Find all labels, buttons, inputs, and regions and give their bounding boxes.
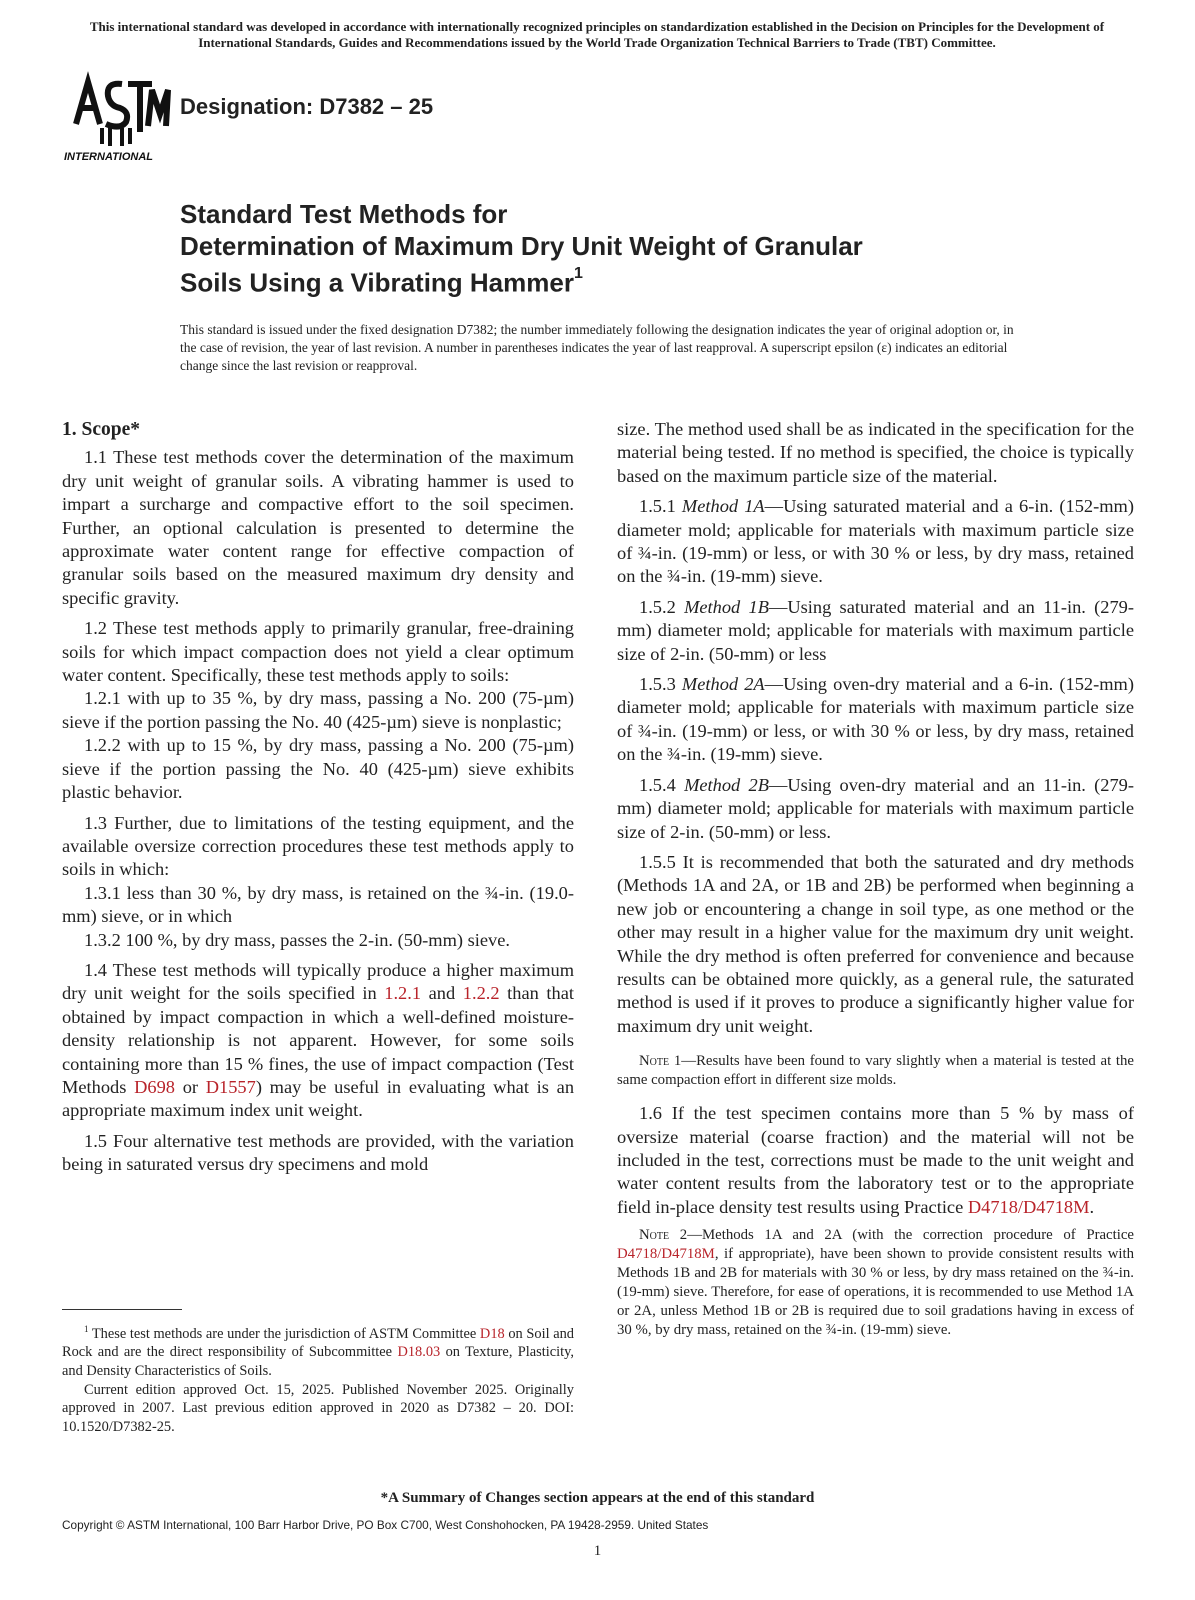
text-span: . (1089, 1196, 1095, 1217)
text-span: —Using saturated material and an 11-in. (279-mm) diameter mold; applicable for materials with maximum particle size of 2-in. (50-mm) or less (617, 596, 1134, 664)
paragraph-1-5-3 (617, 673, 1134, 767)
link-1-2-2[interactable]: 1.2.2 (462, 983, 500, 1004)
paragraph-1-6 (617, 1102, 1134, 1219)
note-label: Note 2 (639, 1227, 688, 1244)
paragraph-1-5-1 (617, 495, 1134, 589)
text-span: —Using saturated material and a 6-in. (152-mm) diameter mold; applicable for materials with maximum particle size of ¾-in. (19-mm) or less, or with 30 % or less, by dry mass, retained on the ¾-in. (19-mm) sieve. (617, 496, 1134, 587)
wto-notice: This international standard was developed in accordance with internationally recognized principles on standardization established in the Decision on Principles for the Development of International Standards, Guides and Recommendations issued by the World Trade Organization Technical Barriers to Trade (TBT) Committee. (89, 19, 1105, 50)
footnote-rule (62, 1309, 182, 1310)
paragraph-1-5-continued: size. The method used shall be as indicated in the specification for the material being tested. If no method is specified, the choice is typically based on the maximum particle size of the material. (617, 419, 1134, 486)
paragraph-1-3: 1.3 Further, due to limitations of the testing equipment, and the available oversize correction procedures these test methods apply to soils in which: (62, 812, 574, 880)
link-d4718-note[interactable]: D4718/D4718M (617, 1246, 715, 1263)
summary-of-changes-note: *A Summary of Changes section appears at the end of this standard (380, 1490, 815, 1506)
copyright: Copyright © ASTM International, 100 Barr Harbor Drive, PO Box C700, West Conshohocken, PA 19428-2959. United States (62, 1518, 709, 1532)
note-2 (617, 1226, 1134, 1340)
designation: Designation: D7382 – 25 (180, 94, 434, 119)
paragraph-1-5: 1.5 Four alternative test methods are provided, with the variation being in saturated versus dry specimens and mold (62, 1130, 574, 1175)
method-label: Method 1B (684, 596, 769, 617)
section-heading-scope: 1. Scope* (62, 419, 140, 440)
title-line-3 (180, 262, 1000, 299)
text-span: ) may be useful in evaluating what is an appropriate maximum index unit weight. (62, 1076, 575, 1121)
text-span: 1.4 These test methods will typically produce a higher maximum dry unit weight for the soils specified in (62, 959, 574, 1004)
footnote-1 (62, 1320, 574, 1381)
link-d698[interactable]: D698 (134, 1076, 175, 1097)
footnote-mark: 1 (84, 1324, 89, 1334)
link-1-2-1[interactable]: 1.2.1 (384, 983, 422, 1004)
footnote-edition: Current edition approved Oct. 15, 2025. Published November 2025. Originally approved in 2007. Last previous edition approved in 2020 as D7382 – 20. DOI: 10.1520/D7382-25. (62, 1381, 574, 1435)
paragraph-1-2-1: 1.2.1 with up to 35 %, by dry mass, passing a No. 200 (75-µm) sieve if the portion passing the No. 40 (425-µm) sieve is nonplastic; (62, 688, 574, 732)
page-number: 1 (593, 1543, 602, 1559)
paragraph-1-3-1: 1.3.1 less than 30 %, by dry mass, is retained on the ¾-in. (19.0-mm) sieve, or in which (62, 882, 574, 927)
link-d18[interactable]: D18 (479, 1325, 505, 1342)
text-span: or (174, 1076, 206, 1097)
text-span: 1.5.1 (639, 496, 682, 517)
text-span: on Texture, Plasticity, and Density Characteristics of Soils. (62, 1344, 574, 1379)
method-label: Method 2A (681, 674, 765, 695)
paragraph-1-3-2: 1.3.2 100 %, by dry mass, passes the 2-in. (50-mm) sieve. (84, 929, 510, 950)
note-1 (617, 1052, 1134, 1090)
text-span: , if appropriate), have been shown to provide consistent results with Methods 1B and 2B for materials with 30 % or less, by dry mass retained on the ¾-in. (19-mm) sieve. Therefore, for ease of operations, it is recommended to use Method 1A or 2A, unless Method 1B or 2B is required due to soil gradations having in excess of 30 %, by dry mass, retained on the ¾-in. (19-mm) sieve. (617, 1246, 1134, 1339)
paragraph-1-5-5: 1.5.5 It is recommended that both the saturated and dry methods (Methods 1A and 2A, or 1B and 2B) be performed when beginning a new job or encountering a change in soil type, as one method or the other may result in a higher value for the maximum dry unit weight. While the dry method is often preferred for convenience and because results can be obtained more quickly, as a general rule, the saturated method is used if it proves to produce a significantly higher value for maximum dry unit weight. (617, 851, 1134, 1036)
link-d18-03[interactable]: D18.03 (397, 1344, 441, 1361)
link-d4718[interactable]: D4718/D4718M (967, 1196, 1090, 1217)
method-label: Method 2B (684, 774, 769, 795)
text-span: —Using oven-dry material and an 11-in. (279-mm) diameter mold; applicable for materials with maximum particle size of 2-in. (50-mm) or less. (617, 774, 1134, 842)
right-column-content (617, 418, 1134, 1352)
paragraph-1-2-2: 1.2.2 with up to 15 %, by dry mass, passing a No. 200 (75-µm) sieve if the portion passing the No. 40 (425-µm) sieve exhibits plastic behavior. (62, 735, 574, 803)
text-span: —Using oven-dry material and a 6-in. (152-mm) diameter mold; applicable for materials with maximum particle size of ¾-in. (19-mm) or less, or with 30 % or less, by dry mass, retained on the ¾-in. (19-mm) sieve. (617, 674, 1134, 765)
text-span: 1.5.3 (639, 674, 682, 695)
title-line-2: Determination of Maximum Dry Unit Weight of Granular (180, 231, 863, 261)
paragraph-1-2: 1.2 These test methods apply to primarily granular, free-draining soils for which impact compaction does not yield a clear optimum water content. Specifically, these test methods apply to soils: (62, 618, 574, 686)
paragraph-1-1: 1.1 These test methods cover the determination of the maximum dry unit weight of granular soils. A vibrating hammer is used to impart a surcharge and compactive effort to the soil specimen. Further, an optional calculation is presented to determine the approximate water content range for effective compaction of granular soils based on the measured maximum dry density and specific gravity. (62, 447, 574, 608)
paragraph-1-5-4 (617, 774, 1134, 844)
link-d1557[interactable]: D1557 (205, 1076, 256, 1097)
issued-note: This standard is issued under the fixed designation D7382; the number immediately following the designation indicates the year of original adoption or, in the case of revision, the year of last revision. A number in parentheses indicates the year of last reapproval. A superscript epsilon (ε) indicates an editorial change since the last revision or reapproval. (180, 322, 1014, 373)
document-title (180, 198, 1000, 299)
paragraph-1-5-2 (617, 596, 1134, 666)
logo-text: INTERNATIONAL (64, 151, 154, 163)
text-span: 1.5.2 (639, 596, 685, 617)
text-span: than that obtained by impact compaction in which a well-defined moisture-density relationship is not apparent. However, for some soils containing more than 15 % fines, the use of impact compaction (Test Methods (62, 983, 575, 1097)
note-label: Note 1 (639, 1053, 682, 1070)
text-span: These test methods are under the jurisdiction of ASTM Committee (88, 1325, 480, 1342)
method-label: Method 1A (681, 496, 765, 517)
title-line-1: Standard Test Methods for (180, 199, 508, 229)
paragraph-1-4 (62, 959, 574, 1123)
text-span: —Methods 1A and 2A (with the correction procedure of Practice (687, 1227, 1134, 1244)
text-span: on Soil and Rock and are the direct responsibility of Subcommittee (62, 1325, 574, 1361)
text-span: 1.6 If the test specimen contains more than 5 % by mass of oversize material (coarse fraction) and the material will not be included in the test, corrections must be made to the unit weight and water content results from the laboratory test or to the appropriate field in-place density test results using Practice (617, 1103, 1134, 1217)
text-span: —Results have been found to vary slightly when a material is tested at the same compaction effort in different size molds. (617, 1053, 1134, 1089)
footnotes (62, 1320, 574, 1436)
left-column (62, 418, 574, 1184)
text-span: 1.5.4 (639, 774, 685, 795)
title-line-3-text: Soils Using a Vibrating Hammer (180, 267, 574, 298)
text-span: and (421, 983, 463, 1004)
title-footnote-mark: 1 (573, 265, 583, 282)
astm-logo (62, 68, 172, 168)
